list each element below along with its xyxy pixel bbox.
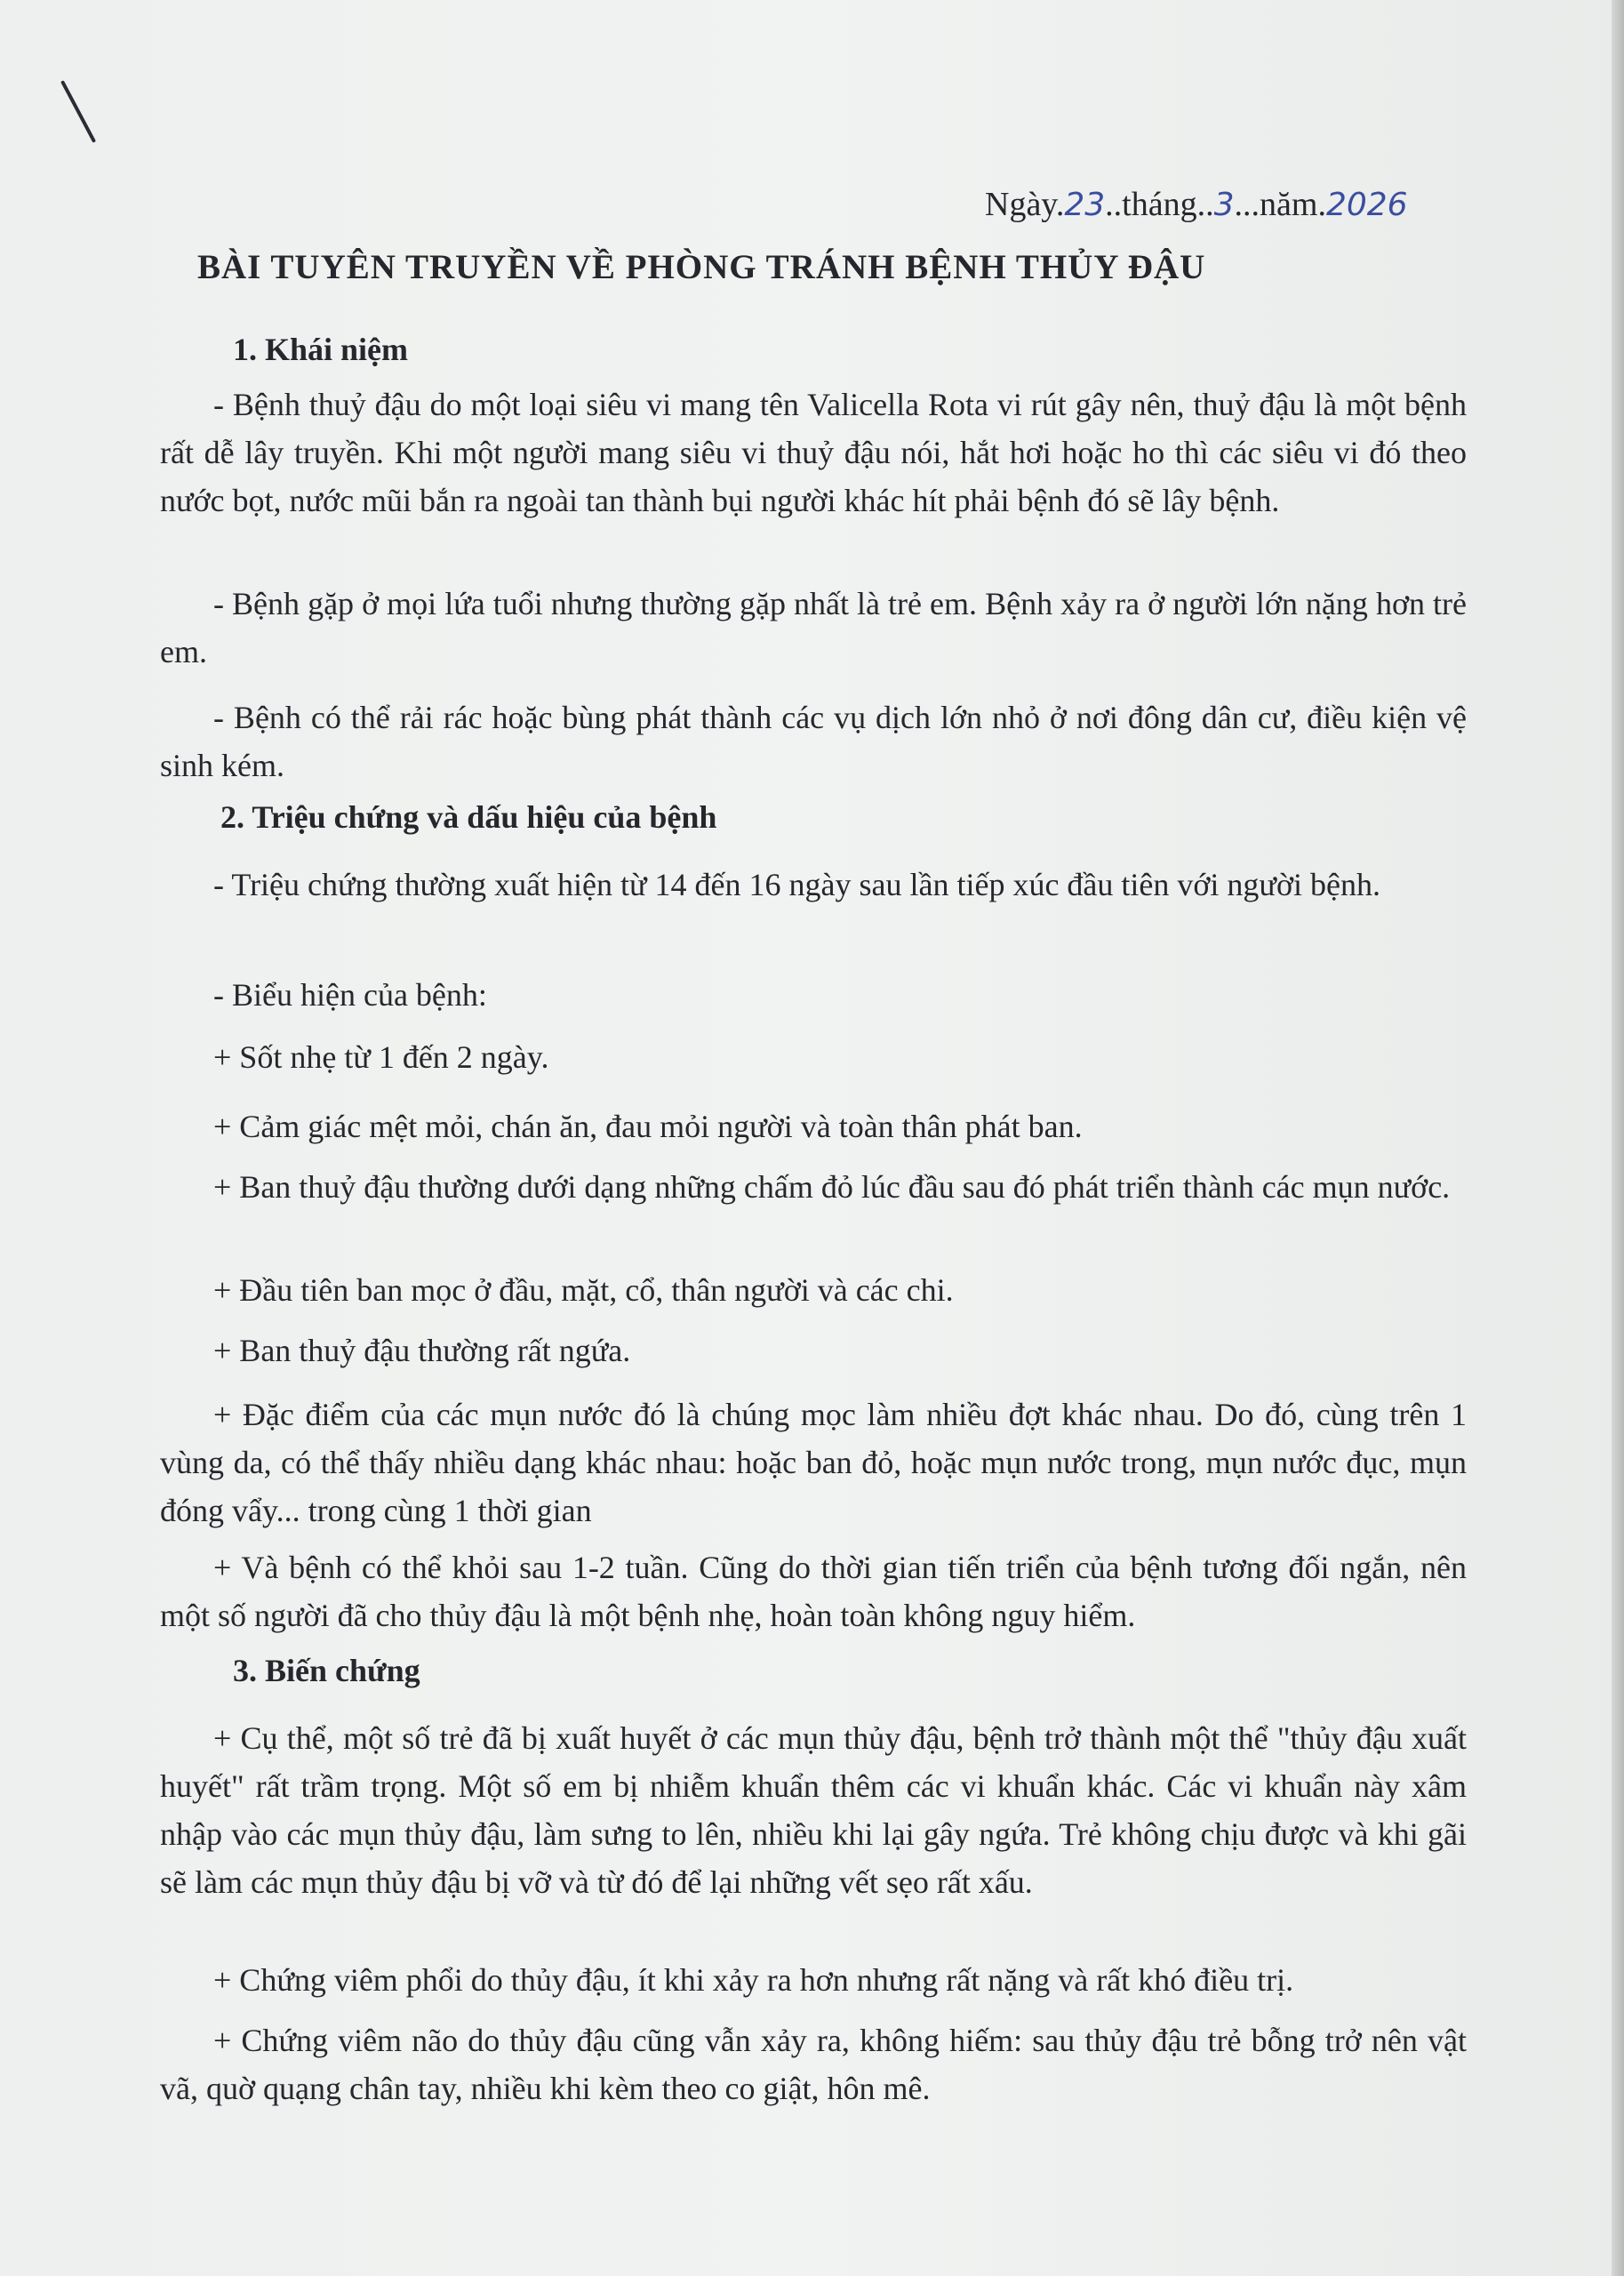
date-year-label: năm (1260, 186, 1318, 223)
document-title: BÀI TUYÊN TRUYỀN VỀ PHÒNG TRÁNH BỆNH THỦY ĐẬU (197, 248, 1206, 286)
section-1-paragraph: - Bệnh gặp ở mọi lứa tuổi nhưng thường gặp nhất là trẻ em. Bệnh xảy ra ở người lớn nặng hơn trẻ em. (160, 586, 1467, 669)
section-3-heading: 3. Biến chứng (233, 1653, 420, 1688)
date-day-label: Ngày (985, 186, 1056, 223)
date-day-handwritten: 23 (1064, 187, 1106, 223)
section-2-paragraph: + Ban thuỷ đậu thường dưới dạng những chấm đỏ lúc đầu sau đó phát triển thành các mụn nước. (213, 1169, 1451, 1205)
section-1-heading: 1. Khái niệm (233, 332, 409, 367)
page-edge-shadow (1612, 0, 1624, 2276)
section-2-paragraph: + Sốt nhẹ từ 1 đến 2 ngày. (213, 1039, 549, 1075)
section-3-paragraph: + Chứng viêm phổi do thủy đậu, ít khi xảy ra hơn nhưng rất nặng và rất khó điều trị. (213, 1962, 1294, 1998)
date-month-label: tháng (1122, 186, 1197, 223)
section-2-paragraph: + Ban thuỷ đậu thường rất ngứa. (213, 1333, 631, 1368)
section-2-paragraph: - Biểu hiện của bệnh: (213, 977, 487, 1013)
section-2-paragraph: + Đầu tiên ban mọc ở đầu, mặt, cổ, thân người và các chi. (213, 1272, 954, 1308)
section-2-paragraph: + Cảm giác mệt mỏi, chán ăn, đau mỏi người và toàn thân phát ban. (213, 1109, 1083, 1144)
section-2-heading: 2. Triệu chứng và dấu hiệu của bệnh (220, 799, 717, 835)
section-2-paragraph: + Và bệnh có thể khỏi sau 1-2 tuần. Cũng do thời gian tiến triển của bệnh tương đối ngắn, nên một số người đã cho thủy đậu là một bệnh nhẹ, hoàn toàn không nguy hiểm. (160, 1550, 1467, 1633)
date-month-handwritten: 3 (1213, 187, 1235, 223)
section-2-paragraph: - Triệu chứng thường xuất hiện từ 14 đến 16 ngày sau lần tiếp xúc đầu tiên với người bệnh. (213, 867, 1380, 902)
section-1-paragraph: - Bệnh thuỷ đậu do một loại siêu vi mang tên Valicella Rota vi rút gây nên, thuỷ đậu là một bệnh rất dễ lây truyền. Khi một người mang siêu vi thuỷ đậu nói, hắt hơi hoặc ho thì các siêu vi đó theo nước bọt, nước mũi bắn ra ngoài tan thành bụi người khác hít phải bệnh đó sẽ lây bệnh. (160, 387, 1467, 518)
date-year-handwritten: 2026 (1325, 187, 1408, 223)
section-3-paragraph: + Cụ thể, một số trẻ đã bị xuất huyết ở các mụn thủy đậu, bệnh trở thành một thể "thủy đậu xuất huyết" rất trầm trọng. Một số em bị nhiễm khuẩn thêm các vi khuẩn khác. Các vi khuẩn này xâm nhập vào các mụn thủy đậu, làm sưng to lên, nhiều khi lại gây ngứa. Trẻ không chịu được và khi gãi sẽ làm các mụn thủy đậu bị vỡ và từ đó để lại những vết sẹo rất xấu. (160, 1720, 1467, 1900)
section-3-paragraph: + Chứng viêm não do thủy đậu cũng vẫn xảy ra, không hiếm: sau thủy đậu trẻ bỗng trở nên vật vã, quờ quạng chân tay, nhiều khi kèm theo co giật, hôn mê. (160, 2023, 1467, 2106)
section-2-paragraph: + Đặc điểm của các mụn nước đó là chúng mọc làm nhiều đợt khác nhau. Do đó, cùng trên 1 vùng da, có thể thấy nhiều dạng khác nhau: hoặc ban đỏ, hoặc mụn nước trong, mụn nước đục, mụn đóng vẩy... trong cùng 1 thời gian (160, 1397, 1467, 1528)
date-line: Ngày.23..tháng..3...năm.2026 (985, 186, 1408, 223)
section-1-paragraph: - Bệnh có thể rải rác hoặc bùng phát thành các vụ dịch lớn nhỏ ở nơi đông dân cư, điều kiện vệ sinh kém. (160, 700, 1467, 783)
pen-stroke-mark (60, 80, 96, 143)
